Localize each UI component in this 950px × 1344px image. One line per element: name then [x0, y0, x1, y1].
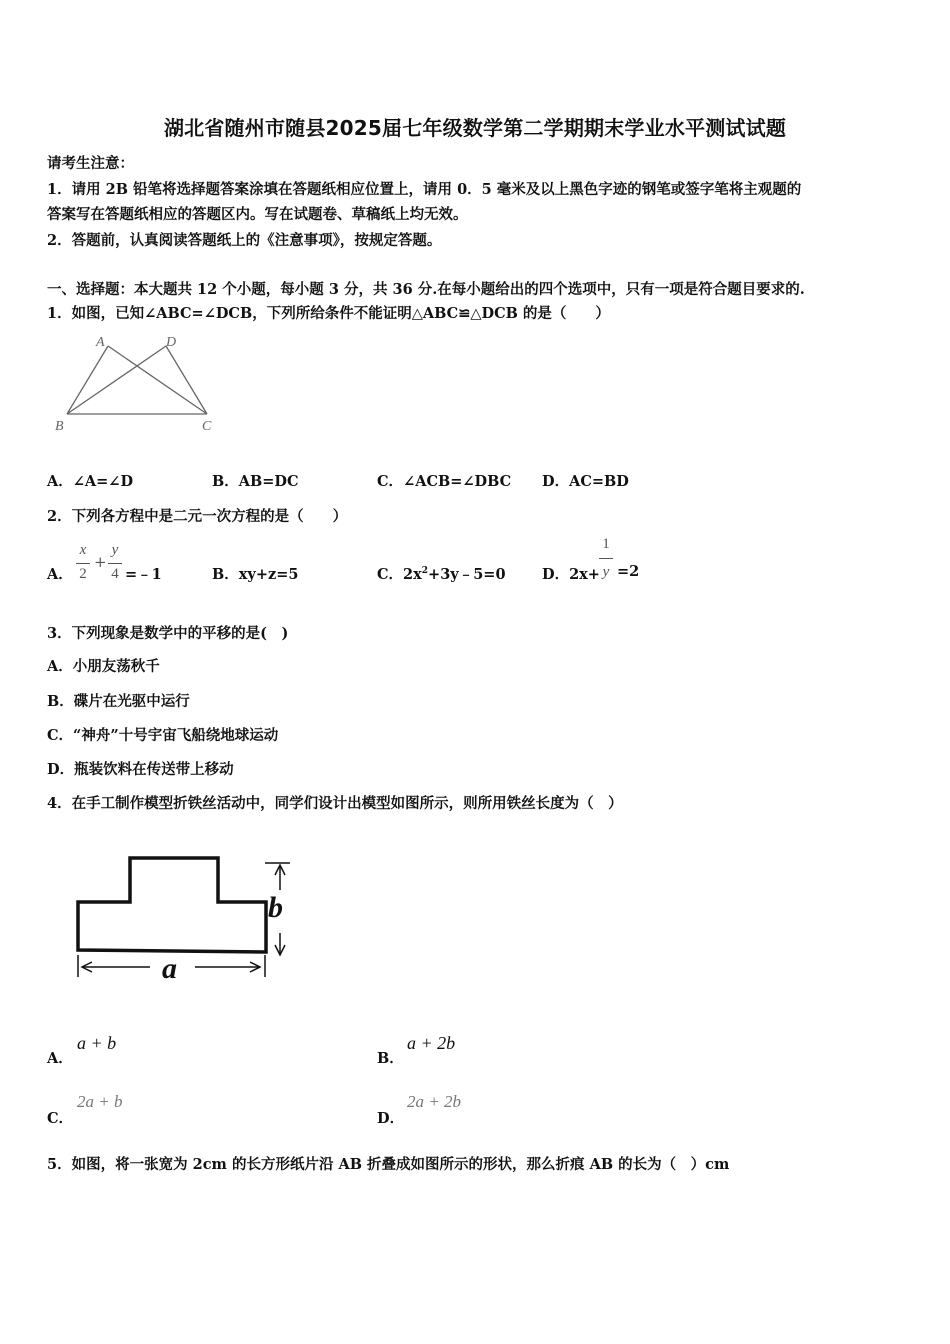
page-title: 湖北省随州市随县2025届七年级数学第二学期期末学业水平测试试题 — [163, 116, 787, 140]
q1-option-a[interactable]: A．∠A=∠D — [47, 473, 134, 490]
q3-option-b[interactable]: B．碟片在光驱中运行 — [47, 693, 190, 710]
q1-option-b[interactable]: B．AB=DC — [212, 473, 299, 490]
frac-bar-3 — [599, 558, 613, 559]
label-a: a — [162, 952, 177, 985]
question-2-stem: 2．下列各方程中是二元一次方程的是（ ） — [47, 508, 348, 525]
frac-num-1: 1 — [602, 536, 610, 552]
frac-den-y: y — [602, 564, 610, 580]
notice-line-1a: 1．请用 2B 铅笔将选择题答案涂填在答题纸相应位置上，请用 0．5 毫米及以上黑色字迹的钢笔或签字笔将主观题的 — [47, 181, 802, 198]
q2-option-d-rest: =2 — [617, 563, 640, 580]
triangle-figure — [50, 330, 230, 440]
q1-option-d[interactable]: D．AC=BD — [542, 473, 629, 490]
q2-c-sup: 2 — [421, 566, 429, 577]
q2-option-b[interactable]: B．xy+z=5 — [212, 566, 299, 583]
q2-option-a[interactable]: A． — [47, 566, 73, 583]
q4-option-d-math: 2a + 2b — [407, 1092, 461, 1111]
notice-heading: 请考生注意： — [47, 155, 134, 172]
q4-option-b[interactable]: B． — [377, 1050, 404, 1067]
wire-model-figure — [60, 815, 310, 990]
q2-c-pre: C．2x — [377, 566, 422, 583]
q2-option-c[interactable] — [377, 563, 506, 584]
question-4-stem: 4．在手工制作模型折铁丝活动中，同学们设计出模型如图所示，则所用铁丝长度为（ ） — [47, 795, 623, 812]
q3-option-c[interactable]: C．“神舟”十号宇宙飞船绕地球运动 — [47, 727, 279, 744]
q4-option-d[interactable]: D． — [377, 1110, 405, 1127]
notice-line-2: 2．答题前，认真阅读答题纸上的《注意事项》，按规定答题。 — [47, 232, 442, 249]
question-1-stem: 1．如图，已知∠ABC=∠DCB，下列所给条件不能证明△ABC≌△DCB 的是（ ） — [47, 305, 610, 322]
frac-bar-1 — [76, 563, 90, 564]
label-a: A — [96, 335, 105, 350]
section-heading: 一、选择题：本大题共 12 个小题，每小题 3 分，共 36 分.在每小题给出的四个选项中，只有一项是符合题目要求的. — [47, 281, 805, 298]
frac-den-4: 4 — [111, 566, 119, 582]
plus-sign: + — [94, 553, 107, 571]
q4-option-c[interactable]: C． — [47, 1110, 74, 1127]
question-3-stem: 3．下列现象是数学中的平移的是( ) — [47, 625, 289, 642]
frac-num-y: y — [111, 542, 119, 558]
q4-option-c-math: 2a + b — [77, 1092, 123, 1111]
q3-option-a[interactable]: A．小朋友荡秋千 — [47, 658, 160, 675]
frac-num-x: x — [79, 542, 87, 558]
q2-option-a-rest: =﹣1 — [125, 566, 162, 583]
q4-option-b-math: a + 2b — [407, 1033, 456, 1053]
q1-option-c[interactable]: C．∠ACB=∠DBC — [377, 473, 512, 490]
label-b: b — [268, 891, 283, 924]
q4-option-a[interactable]: A． — [47, 1050, 73, 1067]
q2-option-d[interactable]: D．2x+ — [542, 566, 600, 583]
label-b: B — [55, 419, 64, 434]
notice-line-1b: 答案写在答题纸相应的答题区内。写在试题卷、草稿纸上均无效。 — [47, 206, 468, 223]
q4-option-a-math: a + b — [77, 1033, 117, 1053]
question-5-stem: 5．如图，将一张宽为 2cm 的长方形纸片沿 AB 折叠成如图所示的形状，那么折痕 AB 的长为（ ）cm — [47, 1156, 730, 1173]
q3-option-d[interactable]: D．瓶装饮料在传送带上移动 — [47, 761, 234, 778]
label-c: C — [202, 419, 212, 434]
frac-bar-2 — [108, 563, 122, 564]
label-d: D — [166, 335, 177, 350]
frac-den-2: 2 — [79, 566, 87, 582]
q2-c-post: +3y﹣5=0 — [428, 566, 506, 583]
